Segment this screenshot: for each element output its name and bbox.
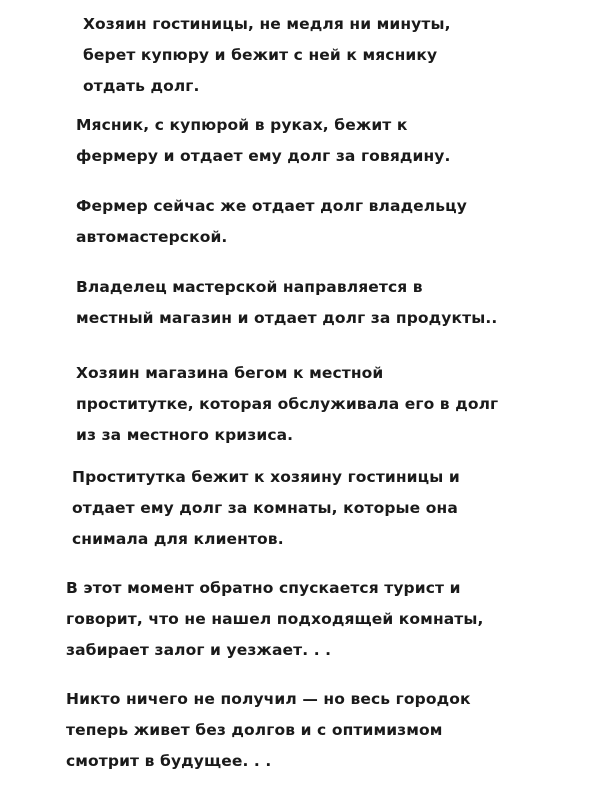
story-paragraph-hotel-owner: Хозяин гостиницы, не медля ни минуты, берет купюру и бежит с ней к мяснику отдать долг. xyxy=(83,15,451,95)
story-paragraph-farmer: Фермер сейчас же отдает долг владельцу автомастерской. xyxy=(76,197,467,246)
story-paragraph-tourist: В этот момент обратно спускается турист и говорит, что не нашел подходящей комнаты, забирает залог и уезжает. . . xyxy=(66,579,484,659)
story-paragraph-butcher: Мясник, с купюрой в руках, бежит к фермеру и отдает ему долг за говядину. xyxy=(76,116,451,165)
story-paragraph-shop-owner: Хозяин магазина бегом к местной проститутке, которая обслуживала его в долг из за местного кризиса. xyxy=(76,364,499,444)
story-paragraph-conclusion: Никто ничего не получил — но весь городок теперь живет без долгов и с оптимизмом смотрит в будущее. . . xyxy=(66,690,471,770)
story-paragraph-prostitute: Проститутка бежит к хозяину гостиницы и отдает ему долг за комнаты, которые она снимала для клиентов. xyxy=(72,468,460,548)
story-paragraph-workshop-owner: Владелец мастерской направляется в местный магазин и отдает долг за продукты.. xyxy=(76,278,498,327)
